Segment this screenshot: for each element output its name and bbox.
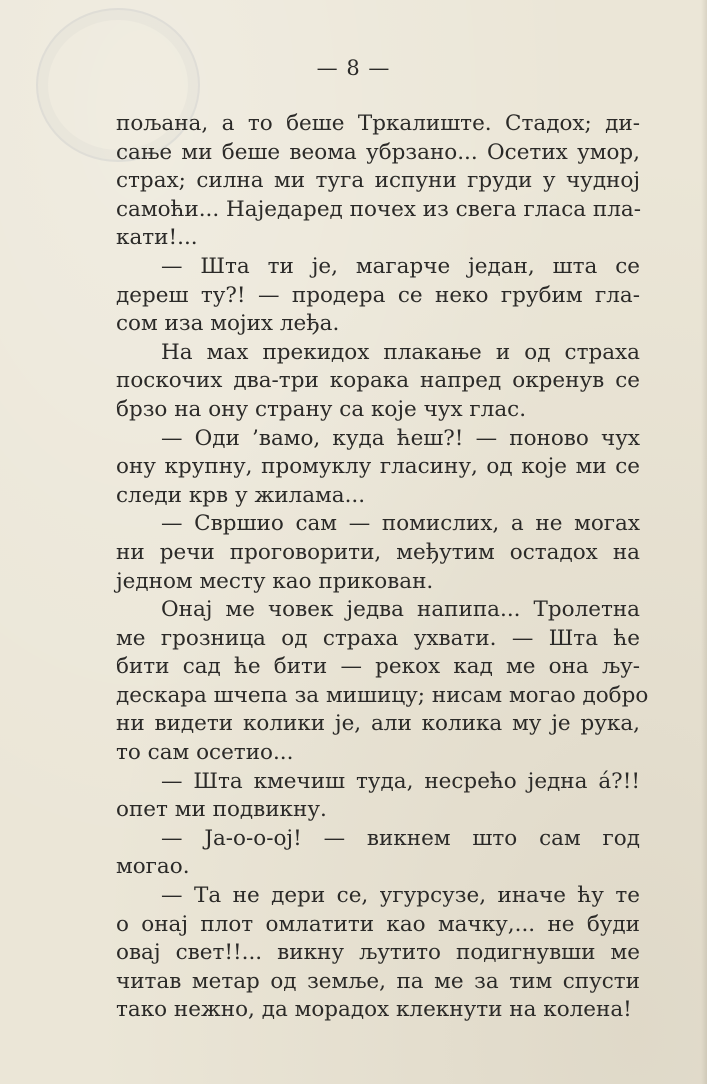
text-line: На мах прекидох плакање и од страха	[161, 339, 640, 365]
body-text	[116, 110, 649, 1025]
text-line: следи крв у жилама...	[116, 482, 366, 508]
paragraph	[116, 882, 640, 1025]
text-line: страх; силна ми туга испуни груди у чудној	[116, 168, 640, 194]
text-line: самоћи... Наједаред почех из свега гласа пла-	[116, 196, 641, 222]
text-line: ни видети колики је, али колика му је рука,	[116, 711, 640, 737]
paragraph	[116, 253, 640, 339]
page-number: — 8 —	[316, 56, 391, 80]
text-line: — Та не дери се, угурсузе, иначе ћу те	[161, 883, 640, 909]
text-line: овај свет!!... викну љутито подигнувши ме	[116, 940, 640, 966]
text-line: — Шта ти је, магарче један, шта се	[161, 253, 640, 279]
text-line: читав метар од земље, па ме за тим спусти	[116, 968, 640, 994]
text-line: тако нежно, да морадох клекнути на колена!	[116, 997, 632, 1023]
text-line: дескара шчепа за мишицу; нисам могао добро	[116, 682, 649, 708]
text-line: сање ми беше веома убрзано... Осетих умор,	[116, 139, 640, 165]
text-line: Онај ме човек једва напипа... Тролетна	[161, 597, 640, 623]
text-line: опет ми подвикну.	[116, 797, 327, 823]
text-line: једном месту као прикован.	[116, 568, 434, 594]
text-line: могао.	[116, 854, 190, 880]
paragraph	[116, 510, 640, 596]
text-line: бити сад ће бити — рекох кад ме она љу-	[116, 654, 640, 680]
text-line: поскочих два-три корака напред окренув се	[116, 368, 640, 394]
text-line: дереш ту?! — продера се неко грубим гла-	[116, 282, 640, 308]
text-line: пољана, а то беше Тркалиште. Стадох; ди-	[116, 111, 640, 136]
text-line: — Ја-о-о-ој! — викнем што сам год	[161, 825, 640, 851]
text-line: ме грозница од страха ухвати. — Шта ће	[116, 625, 640, 651]
text-line: то сам осетио...	[116, 740, 294, 766]
page-edge-shadow	[701, 0, 707, 1084]
paragraph	[116, 596, 649, 768]
text-line: ни речи проговорити, међутим остадох на	[116, 539, 640, 565]
text-line: — Шта кмечиш туда, несрећо једна а́?!!	[161, 768, 640, 794]
text-line: — Свршио сам — помислих, а не могах	[161, 511, 640, 537]
text-line: — Оди ’вамо, куда ћеш?! — поново чух	[161, 425, 640, 451]
paragraph	[116, 339, 640, 425]
text-line: ону крупну, промуклу гласину, од које ми се	[116, 454, 640, 480]
text-line: брзо на ону страну са које чух глас.	[116, 396, 527, 422]
text-line: сом иза мојих леђа.	[116, 311, 340, 337]
paragraph	[116, 110, 640, 253]
paragraph	[116, 425, 640, 511]
text-line: кати!...	[116, 225, 198, 251]
text-line: о онај плот омлатити као мачку,... не буди	[116, 911, 640, 937]
paragraph	[116, 768, 640, 825]
paragraph	[116, 825, 640, 882]
